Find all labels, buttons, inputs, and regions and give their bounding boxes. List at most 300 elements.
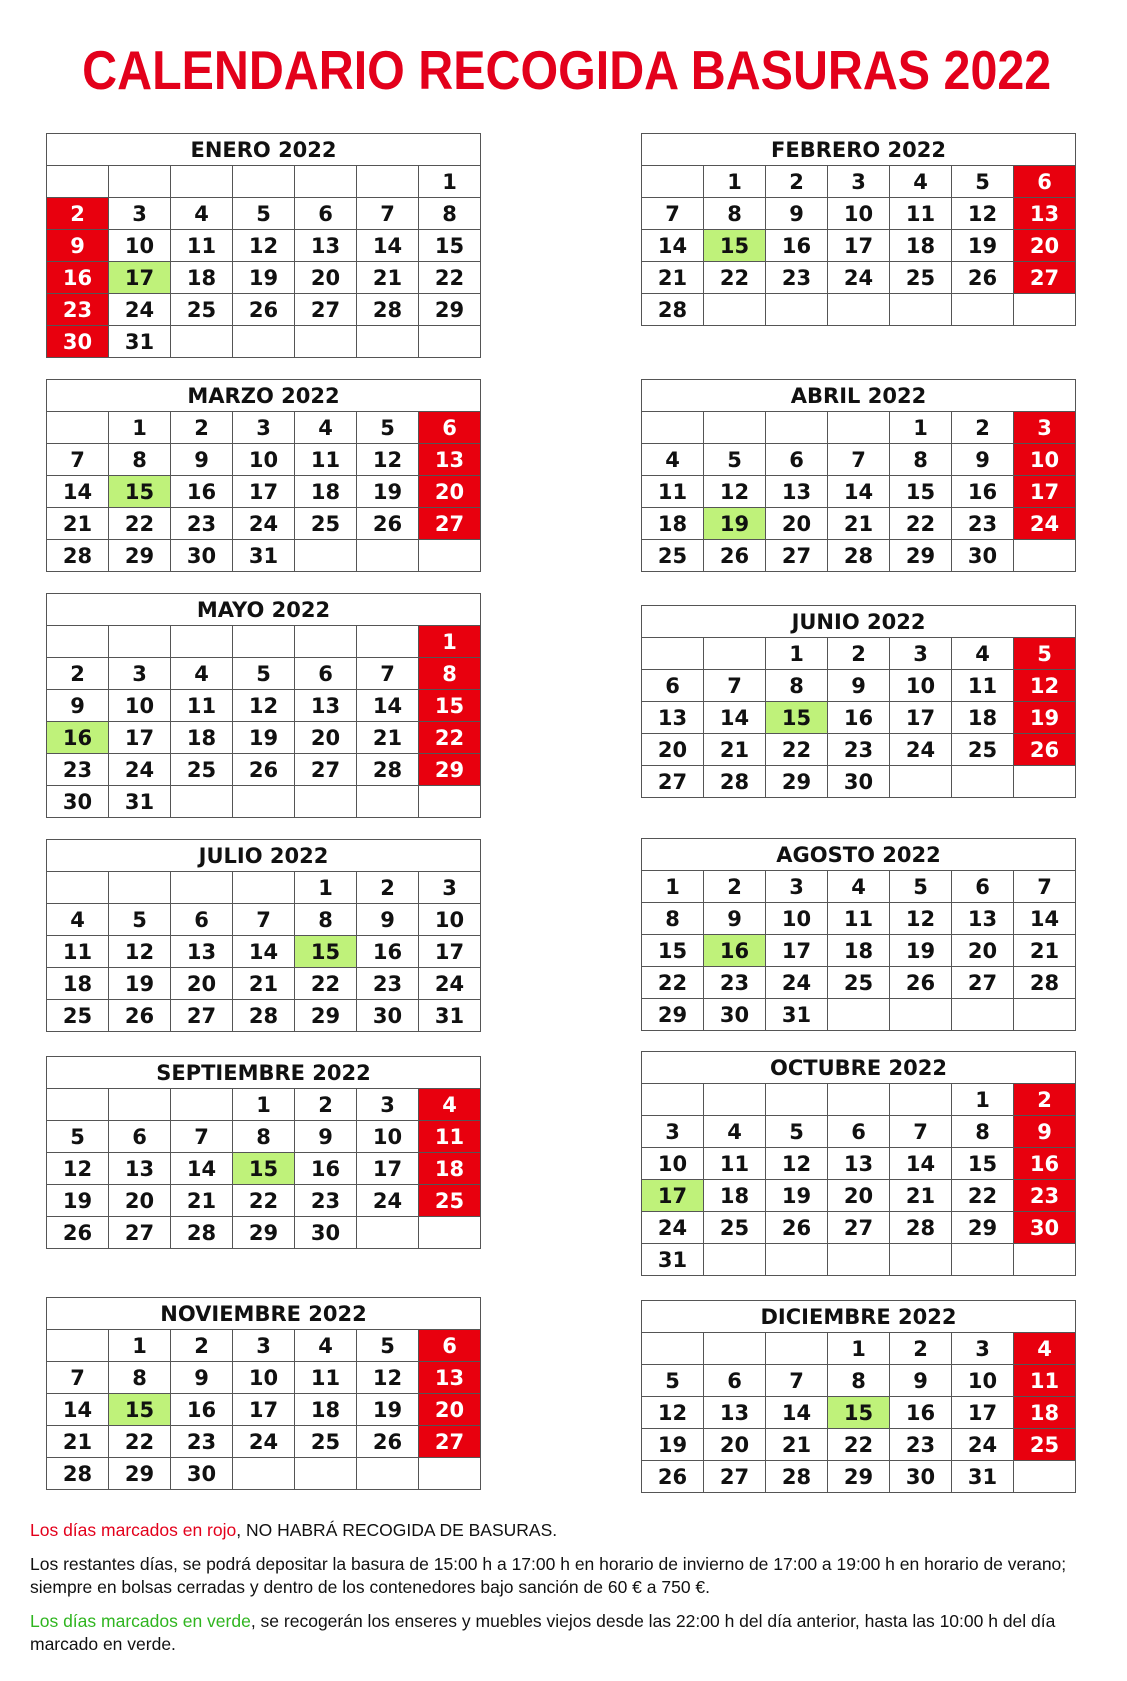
day-cell: 6	[952, 871, 1014, 903]
day-cell: 19	[47, 1185, 109, 1217]
empty-cell	[233, 626, 295, 658]
day-cell: 23	[828, 734, 890, 766]
week-row	[642, 1461, 1076, 1493]
day-cell: 29	[233, 1217, 295, 1249]
empty-cell	[47, 412, 109, 444]
empty-cell	[357, 786, 419, 818]
day-cell: 20	[952, 935, 1014, 967]
day-cell: 19	[109, 968, 171, 1000]
day-cell: 13	[766, 476, 828, 508]
day-cell: 4	[952, 638, 1014, 670]
day-cell: 12	[952, 198, 1014, 230]
day-cell: 26	[952, 262, 1014, 294]
day-cell: 26	[233, 754, 295, 786]
empty-cell	[766, 1333, 828, 1365]
day-cell: 22	[295, 968, 357, 1000]
day-cell: 26	[233, 294, 295, 326]
day-cell: 18	[47, 968, 109, 1000]
green-days-text: , se recogerán los enseres y muebles viejos desde las 22:00 h del día anterior, hasta las 10:00 h del día marcado en verde.	[30, 1611, 1056, 1654]
week-row	[47, 872, 481, 904]
day-cell: 18	[171, 262, 233, 294]
day-cell: 15	[295, 936, 357, 968]
day-cell: 9	[171, 1362, 233, 1394]
day-cell: 18	[704, 1180, 766, 1212]
empty-cell	[47, 166, 109, 198]
day-cell: 5	[1014, 638, 1076, 670]
day-cell: 15	[642, 935, 704, 967]
day-cell: 6	[419, 412, 481, 444]
day-cell: 20	[295, 262, 357, 294]
day-cell: 24	[233, 1426, 295, 1458]
day-cell: 28	[357, 294, 419, 326]
day-cell: 28	[704, 766, 766, 798]
day-cell: 17	[1014, 476, 1076, 508]
day-cell: 24	[233, 508, 295, 540]
day-cell: 2	[1014, 1084, 1076, 1116]
empty-cell	[1014, 294, 1076, 326]
day-cell: 21	[47, 508, 109, 540]
empty-cell	[766, 412, 828, 444]
day-cell: 21	[357, 722, 419, 754]
day-cell: 14	[357, 230, 419, 262]
day-cell: 16	[357, 936, 419, 968]
day-cell: 10	[357, 1121, 419, 1153]
day-cell: 11	[171, 230, 233, 262]
day-cell: 6	[766, 444, 828, 476]
week-row	[47, 968, 481, 1000]
day-cell: 14	[47, 1394, 109, 1426]
day-cell: 2	[357, 872, 419, 904]
week-row	[47, 626, 481, 658]
week-row	[642, 1212, 1076, 1244]
day-cell: 26	[766, 1212, 828, 1244]
day-cell: 13	[642, 702, 704, 734]
day-cell: 7	[47, 1362, 109, 1394]
day-cell: 5	[357, 412, 419, 444]
day-cell: 2	[47, 198, 109, 230]
empty-cell	[233, 166, 295, 198]
month-calendar	[641, 605, 1076, 798]
day-cell: 21	[766, 1429, 828, 1461]
day-cell: 12	[1014, 670, 1076, 702]
day-cell: 17	[642, 1180, 704, 1212]
day-cell: 30	[890, 1461, 952, 1493]
empty-cell	[233, 786, 295, 818]
month-title: MARZO 2022	[47, 380, 481, 412]
week-row	[47, 722, 481, 754]
day-cell: 3	[233, 412, 295, 444]
day-cell: 7	[890, 1116, 952, 1148]
day-cell: 19	[357, 476, 419, 508]
day-cell: 19	[766, 1180, 828, 1212]
day-cell: 24	[357, 1185, 419, 1217]
month-title: MAYO 2022	[47, 594, 481, 626]
day-cell: 4	[828, 871, 890, 903]
month-calendar	[641, 133, 1076, 326]
day-cell: 12	[47, 1153, 109, 1185]
day-cell: 21	[233, 968, 295, 1000]
day-cell: 14	[890, 1148, 952, 1180]
day-cell: 1	[419, 626, 481, 658]
day-cell: 28	[1014, 967, 1076, 999]
day-cell: 7	[171, 1121, 233, 1153]
day-cell: 12	[357, 444, 419, 476]
empty-cell	[828, 1084, 890, 1116]
day-cell: 20	[766, 508, 828, 540]
week-row	[642, 412, 1076, 444]
day-cell: 21	[642, 262, 704, 294]
month-calendar	[46, 133, 481, 358]
day-cell: 8	[766, 670, 828, 702]
day-cell: 3	[233, 1330, 295, 1362]
empty-cell	[295, 166, 357, 198]
day-cell: 13	[704, 1397, 766, 1429]
day-cell: 2	[704, 871, 766, 903]
month-title: SEPTIEMBRE 2022	[47, 1057, 481, 1089]
day-cell: 13	[952, 903, 1014, 935]
day-cell: 22	[704, 262, 766, 294]
day-cell: 6	[171, 904, 233, 936]
day-cell: 5	[952, 166, 1014, 198]
day-cell: 28	[47, 540, 109, 572]
day-cell: 27	[952, 967, 1014, 999]
day-cell: 14	[233, 936, 295, 968]
empty-cell	[419, 786, 481, 818]
day-cell: 6	[295, 658, 357, 690]
day-cell: 24	[828, 262, 890, 294]
red-days-note	[30, 1519, 1100, 1542]
week-row	[642, 670, 1076, 702]
week-row	[47, 326, 481, 358]
week-row	[642, 903, 1076, 935]
week-row	[47, 476, 481, 508]
day-cell: 27	[642, 766, 704, 798]
empty-cell	[642, 638, 704, 670]
day-cell: 28	[642, 294, 704, 326]
week-row	[47, 166, 481, 198]
day-cell: 6	[419, 1330, 481, 1362]
day-cell: 4	[295, 1330, 357, 1362]
day-cell: 23	[952, 508, 1014, 540]
day-cell: 22	[109, 508, 171, 540]
empty-cell	[171, 326, 233, 358]
day-cell: 12	[109, 936, 171, 968]
day-cell: 8	[295, 904, 357, 936]
day-cell: 27	[171, 1000, 233, 1032]
green-days-label: Los días marcados en verde	[30, 1611, 251, 1631]
day-cell: 31	[233, 540, 295, 572]
week-row	[642, 702, 1076, 734]
day-cell: 5	[357, 1330, 419, 1362]
empty-cell	[704, 294, 766, 326]
day-cell: 28	[828, 540, 890, 572]
day-cell: 15	[233, 1153, 295, 1185]
day-cell: 2	[952, 412, 1014, 444]
day-cell: 29	[828, 1461, 890, 1493]
day-cell: 2	[171, 412, 233, 444]
day-cell: 23	[171, 508, 233, 540]
empty-cell	[357, 166, 419, 198]
day-cell: 29	[109, 540, 171, 572]
day-cell: 5	[642, 1365, 704, 1397]
week-row	[642, 1365, 1076, 1397]
day-cell: 24	[109, 754, 171, 786]
day-cell: 10	[828, 198, 890, 230]
day-cell: 15	[890, 476, 952, 508]
week-row	[642, 476, 1076, 508]
empty-cell	[952, 999, 1014, 1031]
empty-cell	[419, 540, 481, 572]
day-cell: 25	[1014, 1429, 1076, 1461]
day-cell: 7	[642, 198, 704, 230]
day-cell: 19	[357, 1394, 419, 1426]
day-cell: 29	[109, 1458, 171, 1490]
day-cell: 8	[109, 1362, 171, 1394]
day-cell: 27	[766, 540, 828, 572]
day-cell: 12	[890, 903, 952, 935]
week-row	[642, 230, 1076, 262]
day-cell: 12	[233, 690, 295, 722]
empty-cell	[642, 412, 704, 444]
day-cell: 20	[828, 1180, 890, 1212]
day-cell: 11	[828, 903, 890, 935]
day-cell: 5	[233, 198, 295, 230]
day-cell: 26	[357, 508, 419, 540]
day-cell: 24	[952, 1429, 1014, 1461]
day-cell: 10	[890, 670, 952, 702]
empty-cell	[357, 626, 419, 658]
day-cell: 23	[295, 1185, 357, 1217]
month-title: DICIEMBRE 2022	[642, 1301, 1076, 1333]
week-row	[47, 754, 481, 786]
empty-cell	[766, 294, 828, 326]
empty-cell	[890, 294, 952, 326]
day-cell: 4	[419, 1089, 481, 1121]
day-cell: 15	[419, 230, 481, 262]
day-cell: 15	[419, 690, 481, 722]
week-row	[47, 690, 481, 722]
empty-cell	[642, 1084, 704, 1116]
week-row	[47, 1330, 481, 1362]
day-cell: 14	[642, 230, 704, 262]
day-cell: 16	[171, 1394, 233, 1426]
day-cell: 28	[890, 1212, 952, 1244]
day-cell: 21	[47, 1426, 109, 1458]
day-cell: 28	[357, 754, 419, 786]
month-calendar	[641, 1051, 1076, 1276]
day-cell: 25	[704, 1212, 766, 1244]
day-cell: 30	[952, 540, 1014, 572]
week-row	[47, 508, 481, 540]
day-cell: 20	[109, 1185, 171, 1217]
month-title: ENERO 2022	[47, 134, 481, 166]
day-cell: 25	[47, 1000, 109, 1032]
month-calendar	[641, 379, 1076, 572]
week-row	[47, 540, 481, 572]
empty-cell	[952, 766, 1014, 798]
day-cell: 21	[828, 508, 890, 540]
empty-cell	[47, 872, 109, 904]
day-cell: 1	[890, 412, 952, 444]
empty-cell	[1014, 1461, 1076, 1493]
day-cell: 10	[233, 444, 295, 476]
day-cell: 20	[419, 1394, 481, 1426]
empty-cell	[642, 166, 704, 198]
day-cell: 9	[47, 690, 109, 722]
day-cell: 3	[766, 871, 828, 903]
empty-cell	[171, 1089, 233, 1121]
empty-cell	[1014, 999, 1076, 1031]
day-cell: 12	[642, 1397, 704, 1429]
day-cell: 30	[704, 999, 766, 1031]
day-cell: 11	[295, 1362, 357, 1394]
day-cell: 19	[1014, 702, 1076, 734]
day-cell: 31	[952, 1461, 1014, 1493]
day-cell: 9	[890, 1365, 952, 1397]
day-cell: 17	[419, 936, 481, 968]
day-cell: 9	[952, 444, 1014, 476]
day-cell: 10	[233, 1362, 295, 1394]
day-cell: 13	[171, 936, 233, 968]
day-cell: 13	[295, 230, 357, 262]
empty-cell	[47, 626, 109, 658]
day-cell: 26	[704, 540, 766, 572]
day-cell: 2	[890, 1333, 952, 1365]
day-cell: 13	[295, 690, 357, 722]
day-cell: 6	[1014, 166, 1076, 198]
week-row	[47, 294, 481, 326]
week-row	[642, 766, 1076, 798]
day-cell: 16	[828, 702, 890, 734]
day-cell: 1	[704, 166, 766, 198]
day-cell: 30	[1014, 1212, 1076, 1244]
week-row	[642, 508, 1076, 540]
day-cell: 2	[828, 638, 890, 670]
day-cell: 2	[295, 1089, 357, 1121]
month-calendar	[46, 593, 481, 818]
day-cell: 19	[704, 508, 766, 540]
day-cell: 19	[233, 262, 295, 294]
day-cell: 22	[419, 262, 481, 294]
day-cell: 1	[295, 872, 357, 904]
day-cell: 5	[109, 904, 171, 936]
day-cell: 7	[828, 444, 890, 476]
empty-cell	[357, 540, 419, 572]
day-cell: 2	[766, 166, 828, 198]
day-cell: 3	[828, 166, 890, 198]
day-cell: 26	[890, 967, 952, 999]
day-cell: 7	[47, 444, 109, 476]
empty-cell	[704, 1244, 766, 1276]
day-cell: 7	[233, 904, 295, 936]
day-cell: 3	[952, 1333, 1014, 1365]
week-row	[47, 1394, 481, 1426]
month-title: JULIO 2022	[47, 840, 481, 872]
week-row	[642, 166, 1076, 198]
empty-cell	[704, 412, 766, 444]
day-cell: 14	[47, 476, 109, 508]
empty-cell	[828, 294, 890, 326]
empty-cell	[890, 1244, 952, 1276]
day-cell: 3	[109, 198, 171, 230]
empty-cell	[171, 872, 233, 904]
day-cell: 16	[704, 935, 766, 967]
day-cell: 17	[233, 476, 295, 508]
day-cell: 13	[828, 1148, 890, 1180]
week-row	[47, 262, 481, 294]
day-cell: 11	[952, 670, 1014, 702]
month-calendar	[46, 1056, 481, 1249]
week-row	[47, 1458, 481, 1490]
week-row	[642, 999, 1076, 1031]
day-cell: 30	[828, 766, 890, 798]
day-cell: 17	[109, 722, 171, 754]
day-cell: 3	[890, 638, 952, 670]
empty-cell	[357, 326, 419, 358]
day-cell: 11	[890, 198, 952, 230]
day-cell: 26	[642, 1461, 704, 1493]
day-cell: 18	[171, 722, 233, 754]
week-row	[642, 871, 1076, 903]
day-cell: 25	[171, 294, 233, 326]
day-cell: 25	[642, 540, 704, 572]
day-cell: 26	[47, 1217, 109, 1249]
day-cell: 8	[890, 444, 952, 476]
day-cell: 23	[47, 754, 109, 786]
empty-cell	[47, 1330, 109, 1362]
day-cell: 6	[828, 1116, 890, 1148]
day-cell: 25	[295, 1426, 357, 1458]
day-cell: 18	[419, 1153, 481, 1185]
day-cell: 18	[295, 1394, 357, 1426]
day-cell: 20	[295, 722, 357, 754]
day-cell: 21	[1014, 935, 1076, 967]
day-cell: 14	[828, 476, 890, 508]
day-cell: 18	[1014, 1397, 1076, 1429]
day-cell: 3	[109, 658, 171, 690]
month-title: NOVIEMBRE 2022	[47, 1298, 481, 1330]
day-cell: 1	[828, 1333, 890, 1365]
day-cell: 7	[1014, 871, 1076, 903]
day-cell: 8	[952, 1116, 1014, 1148]
day-cell: 9	[1014, 1116, 1076, 1148]
day-cell: 18	[295, 476, 357, 508]
empty-cell	[233, 326, 295, 358]
day-cell: 22	[952, 1180, 1014, 1212]
week-row	[642, 638, 1076, 670]
day-cell: 27	[419, 1426, 481, 1458]
week-row	[47, 230, 481, 262]
empty-cell	[419, 1458, 481, 1490]
day-cell: 27	[295, 294, 357, 326]
week-row	[642, 1116, 1076, 1148]
day-cell: 22	[828, 1429, 890, 1461]
empty-cell	[171, 626, 233, 658]
day-cell: 6	[295, 198, 357, 230]
day-cell: 24	[766, 967, 828, 999]
day-cell: 19	[890, 935, 952, 967]
day-cell: 11	[171, 690, 233, 722]
week-row	[642, 444, 1076, 476]
empty-cell	[766, 1084, 828, 1116]
day-cell: 12	[233, 230, 295, 262]
empty-cell	[295, 326, 357, 358]
day-cell: 11	[295, 444, 357, 476]
week-row	[47, 1000, 481, 1032]
day-cell: 19	[233, 722, 295, 754]
week-row	[642, 1148, 1076, 1180]
empty-cell	[704, 1084, 766, 1116]
